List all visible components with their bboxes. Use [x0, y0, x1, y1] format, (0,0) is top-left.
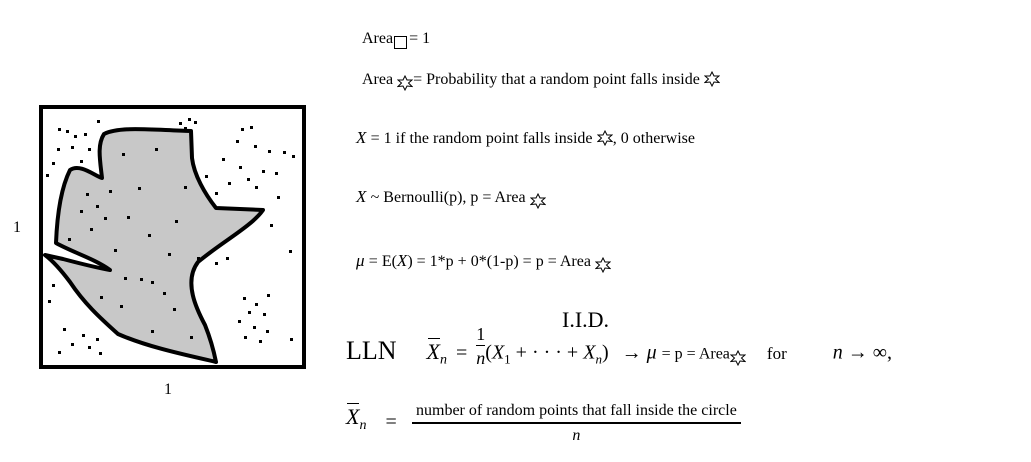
var-x: X — [356, 128, 367, 147]
var-mu: μ — [646, 341, 657, 364]
estimator-fraction — [412, 402, 741, 445]
xn: X — [583, 341, 596, 364]
x1: X — [491, 341, 505, 364]
equals-sign: = — [385, 411, 397, 433]
iid-label: I.I.D. — [562, 307, 610, 332]
line-area-square — [362, 30, 430, 47]
estimator-numerator: number of random points that fall inside the circle — [416, 402, 737, 419]
square-side-label-left: 1 — [13, 219, 21, 236]
x-definition-otherwise: , 0 otherwise — [612, 130, 695, 147]
line-bernoulli — [356, 186, 546, 206]
lln-label: LLN — [346, 335, 397, 365]
var-x: X — [396, 251, 408, 270]
area-word: Area — [362, 30, 394, 47]
subscript-n: n — [595, 351, 602, 367]
x-definition-text: = 1 if the random point falls inside — [370, 130, 593, 147]
estimator-fraction-bar — [412, 422, 741, 424]
line-lln — [346, 324, 892, 375]
bernoulli-text: ~ Bernoulli(p), p = Area — [370, 189, 526, 206]
converges-arrow: → — [621, 341, 642, 364]
line-area-star — [362, 68, 720, 88]
for-word: for — [766, 343, 787, 363]
var-mu: μ — [356, 251, 365, 270]
square-icon — [394, 36, 407, 49]
line-expectation — [356, 250, 611, 270]
one-over-n-fraction — [476, 325, 485, 367]
limit-to-infinity: → ∞, — [842, 341, 892, 364]
fraction-denominator: n — [476, 348, 486, 368]
star-icon — [397, 75, 413, 91]
plus-dots: + · · · + — [510, 341, 584, 364]
star-icon — [597, 130, 613, 146]
star-icon — [530, 193, 546, 209]
expectation-eq-start: = E( — [368, 253, 397, 270]
area-star-definition: = Probability that a random point falls inside — [413, 71, 700, 88]
line-x-definition — [356, 127, 695, 147]
paren-close: ) — [601, 341, 609, 364]
lln-tail: = p = Area — [661, 345, 730, 363]
xbar: X — [426, 338, 440, 364]
expectation-eq-rest: ) = 1*p + 0*(1-p) = p = Area — [407, 253, 591, 270]
var-x: X — [356, 187, 367, 206]
area-word: Area — [362, 71, 394, 88]
area-square-value: = 1 — [409, 30, 431, 47]
subscript-n: n — [440, 352, 447, 368]
xbar: X — [346, 404, 360, 429]
star-icon — [730, 350, 746, 366]
star-icon — [704, 71, 720, 87]
estimator-denominator: n — [572, 427, 581, 444]
star-icon — [595, 257, 611, 273]
line-estimator — [346, 406, 407, 433]
limit-n: n — [832, 341, 843, 364]
paren-open: ( — [485, 341, 492, 364]
square-side-label-bottom: 1 — [164, 381, 172, 398]
fraction-numerator: 1 — [476, 324, 486, 344]
subscript-n: n — [359, 418, 367, 433]
subscript-1: 1 — [504, 351, 511, 367]
fraction-bar — [476, 345, 485, 346]
equals-sign: = — [456, 341, 468, 364]
